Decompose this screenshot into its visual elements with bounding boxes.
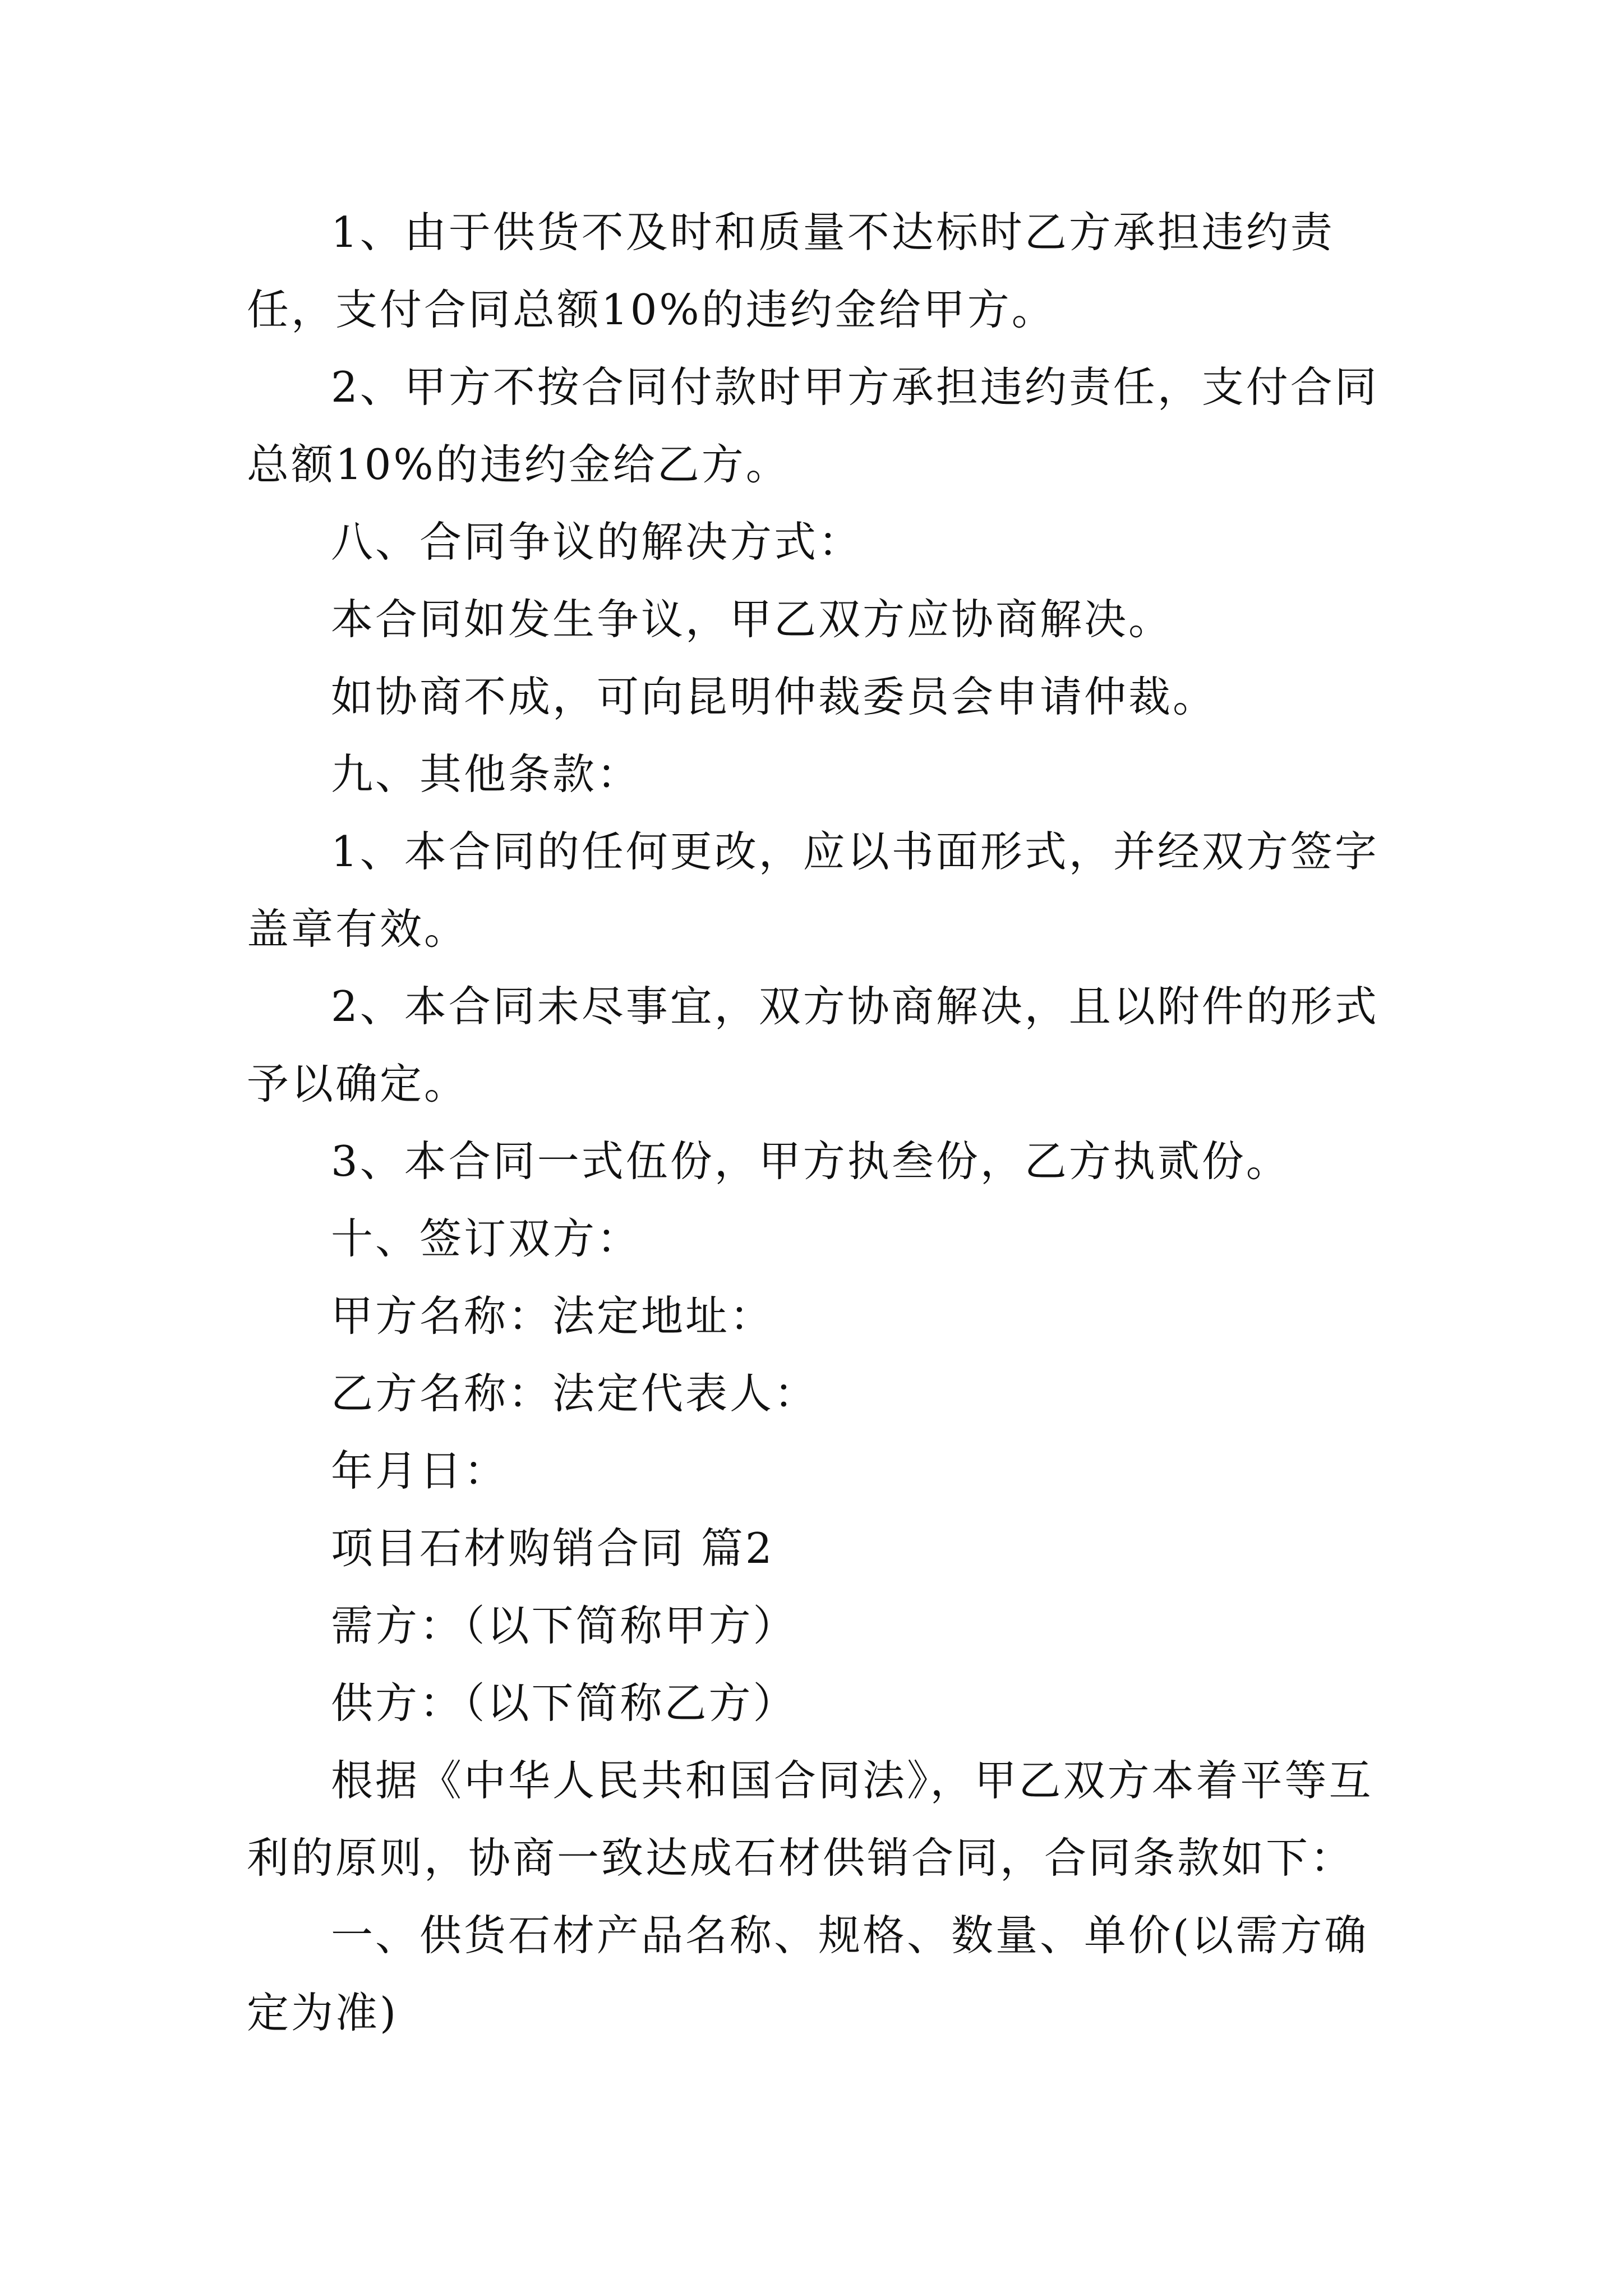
supplier-line: 供方：（以下简称乙方） xyxy=(331,1678,797,1728)
heading-signing-parties: 十、签订双方： xyxy=(331,1214,642,1263)
paragraph-item-one: 一、供货石材产品名称、规格、数量、单价(以需方确定为准) xyxy=(247,1911,1369,2037)
heading-other-terms: 九、其他条款： xyxy=(331,749,642,799)
paragraph-dispute-negotiation: 本合同如发生争议，甲乙双方应协商解决。 xyxy=(331,595,1173,644)
party-a-fields: 甲方名称：法定地址： xyxy=(331,1291,774,1341)
heading-dispute-resolution: 八、合同争议的解决方式： xyxy=(331,517,863,567)
paragraph-unresolved-matters: 2、本合同未尽事宜，双方协商解决，且以附件的形式予以确定。 xyxy=(247,982,1379,1108)
date-field: 年月日： xyxy=(331,1446,509,1496)
buyer-line: 需方：（以下简称甲方） xyxy=(331,1601,797,1650)
paragraph-copies: 3、本合同一式伍份，甲方执叁份，乙方执贰份。 xyxy=(331,1137,1290,1186)
section-title-contract-2: 项目石材购销合同 篇2 xyxy=(331,1524,774,1573)
paragraph-dispute-arbitration: 如协商不成，可向昆明仲裁委员会申请仲裁。 xyxy=(331,672,1218,721)
paragraph-penalty-buyer: 2、甲方不按合同付款时甲方承担违约责任，支付合同总额10%的违约金给乙方。 xyxy=(247,362,1379,489)
document-body xyxy=(247,194,1385,2051)
paragraph-penalty-supplier: 1、由于供货不及时和质量不达标时乙方承担违约责任，支付合同总额10%的违约金给甲方。 xyxy=(247,208,1335,334)
paragraph-amendments: 1、本合同的任何更改，应以书面形式，并经双方签字盖章有效。 xyxy=(247,827,1379,954)
party-b-fields: 乙方名称：法定代表人： xyxy=(331,1369,819,1418)
paragraph-preamble: 根据《中华人民共和国合同法》，甲乙双方本着平等互利的原则，协商一致达成石材供销合同，合同条款如下： xyxy=(247,1756,1373,1883)
